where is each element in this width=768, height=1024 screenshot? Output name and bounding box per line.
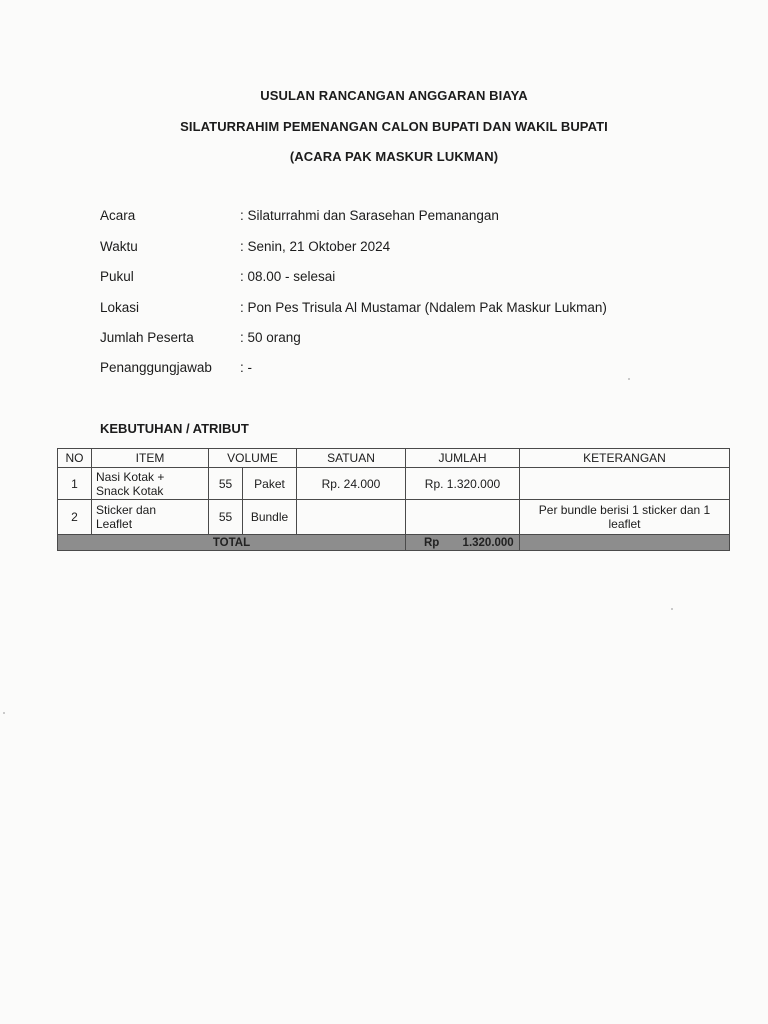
table-row xyxy=(58,500,730,535)
header-no: NO xyxy=(58,449,92,468)
cell-volume-unit: Bundle xyxy=(243,500,297,535)
cell-volume-unit: Paket xyxy=(243,468,297,500)
info-value-lokasi: : Pon Pes Trisula Al Mustamar (Ndalem Pak Maskur Lukman) xyxy=(240,300,607,315)
total-amount xyxy=(406,535,520,551)
info-label-jumlah-peserta: Jumlah Peserta xyxy=(100,330,194,345)
cell-keterangan xyxy=(520,468,730,500)
info-label-penanggungjawab: Penanggungjawab xyxy=(100,360,212,375)
table-total-row xyxy=(58,535,730,551)
total-value: 1.320.000 xyxy=(462,536,514,549)
header-item: ITEM xyxy=(92,449,209,468)
cell-item-line: Leaflet xyxy=(96,517,133,531)
document-event-name: (ACARA PAK MASKUR LUKMAN) xyxy=(289,149,499,164)
total-label: TOTAL xyxy=(58,535,406,551)
scan-speck xyxy=(628,378,630,380)
table-row xyxy=(58,468,730,500)
cell-jumlah xyxy=(406,500,520,535)
info-value-acara: : Silaturrahmi dan Sarasehan Pemanangan xyxy=(240,208,499,223)
cell-keterangan-line: leaflet xyxy=(608,517,641,531)
cell-keterangan-line: Per bundle berisi 1 sticker dan 1 xyxy=(538,503,711,517)
header-keterangan: KETERANGAN xyxy=(520,449,730,468)
cell-no: 1 xyxy=(58,468,92,500)
info-value-jumlah-peserta: : 50 orang xyxy=(240,330,301,345)
info-label-acara: Acara xyxy=(100,208,136,223)
info-value-pukul: : 08.00 - selesai xyxy=(240,269,336,284)
document-subtitle: SILATURRAHIM PEMENANGAN CALON BUPATI DAN WAKIL BUPATI xyxy=(180,119,608,134)
cell-item-line: Sticker dan xyxy=(96,503,157,517)
header-satuan: SATUAN xyxy=(297,449,406,468)
header-volume: VOLUME xyxy=(209,449,297,468)
info-value-penanggungjawab: : - xyxy=(240,360,252,375)
budget-table xyxy=(57,448,730,551)
cell-satuan: Rp. 24.000 xyxy=(297,468,406,500)
cell-item-line: Nasi Kotak + xyxy=(96,469,165,484)
cell-keterangan xyxy=(520,500,730,535)
cell-volume-qty: 55 xyxy=(209,500,243,535)
cell-satuan xyxy=(297,500,406,535)
section-heading: KEBUTUHAN / ATRIBUT xyxy=(100,421,249,436)
info-label-waktu: Waktu xyxy=(100,239,138,254)
cell-item-line: Snack Kotak xyxy=(96,483,164,498)
document-title: USULAN RANCANGAN ANGGARAN BIAYA xyxy=(260,88,528,103)
table-header-row xyxy=(58,449,730,468)
scan-speck xyxy=(3,712,5,714)
scan-speck xyxy=(671,608,673,610)
info-value-waktu: : Senin, 21 Oktober 2024 xyxy=(240,239,391,254)
total-keterangan xyxy=(520,535,730,551)
cell-item xyxy=(92,468,209,500)
info-label-lokasi: Lokasi xyxy=(100,300,140,315)
header-jumlah: JUMLAH xyxy=(406,449,520,468)
cell-volume-qty: 55 xyxy=(209,468,243,500)
cell-item xyxy=(92,500,209,535)
total-currency: Rp xyxy=(424,536,440,549)
info-label-pukul: Pukul xyxy=(100,269,134,284)
cell-no: 2 xyxy=(58,500,92,535)
cell-jumlah: Rp. 1.320.000 xyxy=(406,468,520,500)
